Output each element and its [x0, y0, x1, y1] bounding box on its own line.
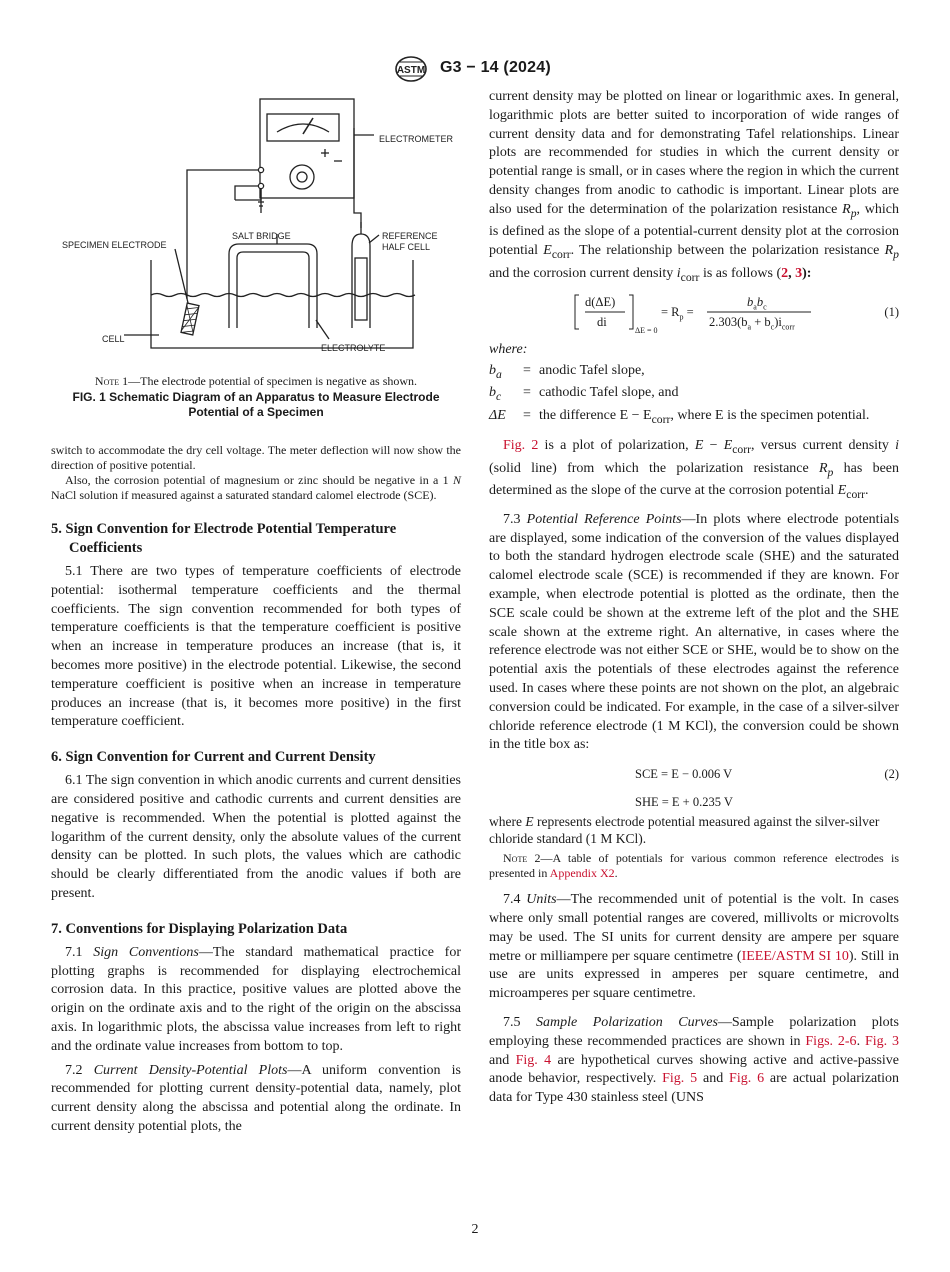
where-list: [489, 362, 899, 429]
meter-dial: [267, 114, 339, 141]
paragraph-7-3: 7.3 Potential Reference Points—In plots where electrode potentials are displayed, some indication of the conversion of the values displayed to both the standard hydrogen electrode scale (SHE) and the saturated calomel electrode scale (SCE) is recommended if they are known. For example, when electrode potential is plotted as the ordinate, then the SCE scale could be shown at the extreme left of the plot and the SHE scale shown at the extreme right. An alternative, in cases where the reference electrode was not either SCE or SHE, would be to show on the potential axis the potentials of these electrodes against the reference used. In cases where these points are not shown on the plot, an algebraic conversion could be indicated. For example, in the case of a silver-silver chloride reference electrode (1 M KCl), the conversion could be shown in the title box as:: [489, 511, 900, 753]
figure-1-caption: FIG. 1 Schematic Diagram of an Apparatus to Measure Electrode Potential of a Specimen: [72, 390, 440, 419]
fig2-link[interactable]: Fig. 2: [503, 438, 539, 454]
label-salt-bridge: SALT BRIDGE: [232, 231, 291, 241]
figure-1-diagram: [51, 88, 461, 368]
paragraph-7-2-continued: current density may be plotted on linear or logarithmic axes. In general, logarithmic plots are better suited to incorporation of wide ranges of current density data and for demonstrating Tafel relationships. Linear plots are recommended for studies in which the current density or potential range is small, or in cases where the region in which the current density changes from anodic to cathodic is important. Linear plots are also used for the determination of the polarization resistance $R_p$, which is defined as the slope of a potential-current density plot at the corrosion potential $E_{corr}$. The relationship between the polarization resistance $R_p$ and the corrosion current density $i_{corr}$ is as follows (2, 3):: [489, 89, 899, 284]
label-half-cell: HALF CELL: [382, 242, 431, 252]
label-electrolyte: ELECTROLYTE: [321, 343, 386, 353]
section-5-title: 5. Sign Convention for Electrode Potential Temperature Coefficients: [51, 521, 397, 556]
where-row-bc: $b_c$ = cathodic Tafel slope, and: [489, 385, 679, 404]
page-number: 2: [471, 1222, 479, 1237]
paragraph-7-4: 7.4 Units—The recommended unit of potential is the volt. In cases where only small potential ranges are covered, millivolts or microvolts may be used. The SI units for current density are ampere per square metre or milliampere per square centimetre (IEEE/ASTM SI 10). Still in use are units expressed in amperes per square centimetre, and microamperes per square centimetre.: [489, 892, 899, 1002]
fig3-link[interactable]: Fig. 3: [864, 1033, 900, 1049]
page-header: [0, 54, 950, 84]
equation-2: SCE = E − 0.006 V (2) SHE = E + 0.235 V: [635, 767, 899, 810]
paragraph-6-1: 6.1 The sign convention in which anodic currents and current densities are considered positive and cathodic currents and current densities are negative is recommended. When the potential is plotted against the logarithm of the current density, only the absolute values of the current density can be plotted. In such plots, the values which are cathodic should be clearly differentiated from the anodic values if both are present.: [51, 773, 461, 901]
right-column: [489, 88, 899, 1108]
specimen-electrode: [181, 303, 199, 335]
label-specimen-electrode: SPECIMEN ELECTRODE: [62, 240, 167, 250]
paragraph-7-2: 7.2 Current Density-Potential Plots—A uniform convention is recommended for plotting current density-potential data, namely, plot current density along the abscissa and potential along the ordinate. In current density potential plots, the: [51, 1062, 461, 1134]
paragraph-7-1: 7.1 Sign Conventions—The standard mathematical practice for plotting graphs is recommended for displaying electrochemical corrosion data. In this practice, positive values are plotted above the origin on the ordinate axis and to the right of the origin on the abscissa axis. In logarithmic plots, the abscissa value increases from left to right and the ordinate value increases from bottom to top.: [51, 944, 461, 1054]
where-row-delta-e: ΔE = the difference $E - E_{corr}$, where E is the specimen potential.: [489, 407, 870, 426]
paragraph-7-5: 7.5 Sample Polarization Curves—Sample polarization plots employing these recommended practices are shown in Figs. 2-6. Fig. 3 and Fig. 4 are hypothetical curves showing active and active-passive anode behavior, respectively. Fig. 5 and Fig. 6 are actual polarization data for Type 430 stainless steel (UNS: [489, 1014, 900, 1106]
reference-link-3[interactable]: 3: [795, 265, 803, 281]
paragraph-eq2-where: where E represents electrode potential measured against the silver-silver chloride standard (1 M KCl).: [489, 814, 880, 847]
figure-1-note: Note 1—The electrode potential of specimen is negative as shown.: [94, 374, 418, 388]
fig6-link[interactable]: Fig. 6: [729, 1071, 765, 1087]
where-row-ba: $b_a$ = anodic Tafel slope,: [489, 363, 645, 381]
ieee-astm-si10-link[interactable]: IEEE/ASTM SI 10: [741, 948, 849, 964]
note-2: Note 2—A table of potentials for various common reference electrodes is presented in Appendix X2.: [489, 851, 899, 881]
section-6-title: 6. Sign Convention for Current and Current Density: [51, 749, 376, 766]
label-cell: CELL: [102, 334, 125, 344]
figs-2-6-link[interactable]: Figs. 2-6: [805, 1033, 857, 1049]
label-reference: REFERENCE: [382, 231, 438, 241]
svg-text:ASTM: ASTM: [396, 65, 426, 76]
document-id: G3 − 14 (2024): [440, 59, 551, 76]
paragraph-fig2: Fig. 2 is a plot of polarization, $E - E_{corr}$, versus current density i (solid line) from which the polarization resistance $R_p$ has been determined as the slope of the curve at the corrosion potential $E_{corr}$.: [489, 438, 900, 502]
section-7-title: 7. Conventions for Displaying Polarization Data: [51, 920, 348, 937]
equation-1-number: (1): [884, 305, 899, 320]
reference-link-2[interactable]: 2: [781, 265, 789, 281]
where-label: where:: [489, 342, 528, 358]
label-electrometer: ELECTROMETER: [379, 134, 454, 144]
fig4-link[interactable]: Fig. 4: [515, 1052, 552, 1068]
appendix-x2-link[interactable]: Appendix X2: [549, 866, 615, 881]
paragraph-also: Also, the corrosion potential of magnesium or zinc should be negative in a 1 N NaCl solution if measured against a saturated standard calomel electrode (SCE).: [51, 473, 461, 502]
equation-1: d(ΔE) di ΔE = 0 = $R_p$ = $b_ab_c$ $2.303(b_a + b_c)i_{corr}$ (1): [489, 291, 899, 335]
paragraph-5-1: 5.1 There are two types of temperature coefficients of electrode potential: isothermal temperature coefficients and the thermal coefficients. The sign convention recommended for both types of temperature coefficients is that the temperature coefficient is positive when an increase in temperature produces an increase (that is, it becomes more positive) in the electrode potential. Likewise, the second temperature coefficient is positive when an increase in temperature produces an increase (that is, it becomes more positive) in the first temperature coefficient.: [51, 564, 461, 730]
astm-logo-icon: [394, 54, 434, 84]
fig5-link[interactable]: Fig. 5: [662, 1071, 698, 1087]
paragraph-switch: switch to accommodate the dry cell voltage. The meter deflection will now show the direction of positive potential.: [51, 443, 461, 472]
left-column: [51, 88, 461, 1137]
equation-2-number: (2): [884, 767, 899, 782]
